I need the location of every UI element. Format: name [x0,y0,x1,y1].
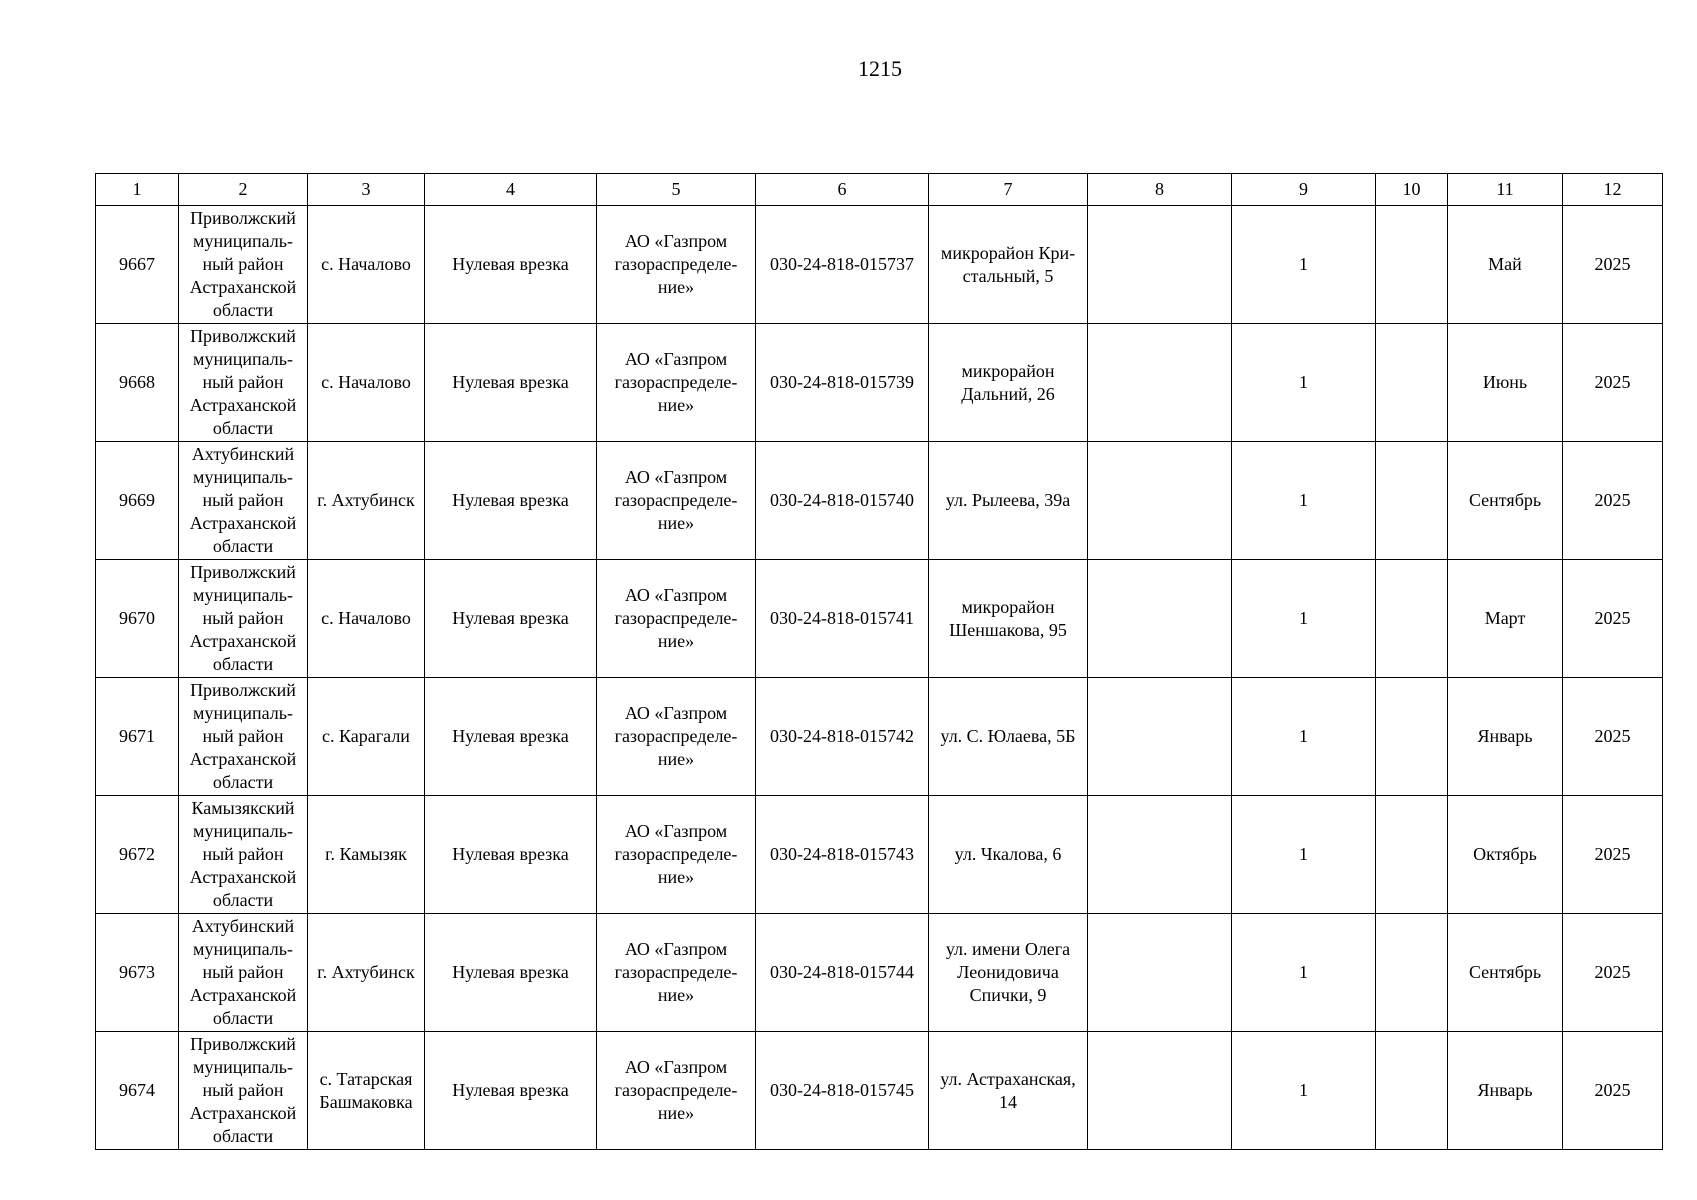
cell-month: Сентябрь [1448,442,1563,560]
cell-month: Октябрь [1448,796,1563,914]
cell-code: 030-24-818-015745 [756,1032,929,1150]
cell-organization: АО «Газпром газораспределе- ние» [597,324,756,442]
cell-col8 [1088,678,1232,796]
table-row [96,206,1663,324]
table-header [96,174,1663,206]
cell-col8 [1088,324,1232,442]
header-row [96,174,1663,206]
cell-quantity: 1 [1232,796,1376,914]
cell-district: Приволжский муниципаль- ный район Астраханской области [179,206,308,324]
cell-month: Сентябрь [1448,914,1563,1032]
cell-address: ул. Рылеева, 39а [929,442,1088,560]
cell-organization: АО «Газпром газораспределе- ние» [597,796,756,914]
header-cell-4: 4 [425,174,597,206]
header-cell-9: 9 [1232,174,1376,206]
cell-col8 [1088,442,1232,560]
cell-quantity: 1 [1232,678,1376,796]
cell-locality: г. Ахтубинск [308,442,425,560]
cell-month: Март [1448,560,1563,678]
header-cell-1: 1 [96,174,179,206]
cell-num: 9670 [96,560,179,678]
cell-year: 2025 [1563,442,1663,560]
cell-col8 [1088,914,1232,1032]
cell-work-type: Нулевая врезка [425,324,597,442]
cell-organization: АО «Газпром газораспределе- ние» [597,206,756,324]
cell-work-type: Нулевая врезка [425,442,597,560]
cell-year: 2025 [1563,324,1663,442]
cell-code: 030-24-818-015739 [756,324,929,442]
header-cell-6: 6 [756,174,929,206]
cell-locality: г. Ахтубинск [308,914,425,1032]
cell-district: Камызякский муниципаль- ный район Астраханской области [179,796,308,914]
cell-col10 [1376,914,1448,1032]
header-cell-12: 12 [1563,174,1663,206]
cell-district: Ахтубинский муниципаль- ный район Астраханской области [179,442,308,560]
cell-quantity: 1 [1232,442,1376,560]
cell-quantity: 1 [1232,1032,1376,1150]
table-row [96,560,1663,678]
data-table [95,173,1663,1150]
cell-col10 [1376,796,1448,914]
cell-year: 2025 [1563,560,1663,678]
cell-locality: с. Карагали [308,678,425,796]
cell-locality: с. Началово [308,324,425,442]
cell-col8 [1088,796,1232,914]
cell-address: микрорайон Дальний, 26 [929,324,1088,442]
cell-num: 9667 [96,206,179,324]
table-row [96,914,1663,1032]
cell-num: 9669 [96,442,179,560]
cell-num: 9674 [96,1032,179,1150]
cell-month: Январь [1448,678,1563,796]
cell-num: 9673 [96,914,179,1032]
table-row [96,324,1663,442]
cell-num: 9668 [96,324,179,442]
cell-organization: АО «Газпром газораспределе- ние» [597,1032,756,1150]
cell-col10 [1376,324,1448,442]
table-row [96,678,1663,796]
table-row [96,442,1663,560]
cell-col10 [1376,1032,1448,1150]
table-row [96,796,1663,914]
cell-district: Приволжский муниципаль- ный район Астраханской области [179,678,308,796]
cell-work-type: Нулевая врезка [425,796,597,914]
cell-organization: АО «Газпром газораспределе- ние» [597,442,756,560]
cell-month: Май [1448,206,1563,324]
cell-organization: АО «Газпром газораспределе- ние» [597,678,756,796]
cell-year: 2025 [1563,796,1663,914]
cell-col10 [1376,560,1448,678]
cell-locality: с. Татарская Башмаковка [308,1032,425,1150]
cell-col10 [1376,442,1448,560]
cell-organization: АО «Газпром газораспределе- ние» [597,560,756,678]
header-cell-10: 10 [1376,174,1448,206]
cell-num: 9672 [96,796,179,914]
cell-col10 [1376,678,1448,796]
table-row [96,1032,1663,1150]
cell-district: Приволжский муниципаль- ный район Астраханской области [179,324,308,442]
page-number: 1215 [858,56,902,81]
cell-col8 [1088,560,1232,678]
cell-address: микрорайон Кри- стальный, 5 [929,206,1088,324]
cell-address: ул. Чкалова, 6 [929,796,1088,914]
cell-code: 030-24-818-015737 [756,206,929,324]
cell-code: 030-24-818-015743 [756,796,929,914]
cell-work-type: Нулевая врезка [425,1032,597,1150]
cell-work-type: Нулевая врезка [425,560,597,678]
cell-month: Июнь [1448,324,1563,442]
cell-year: 2025 [1563,1032,1663,1150]
header-cell-3: 3 [308,174,425,206]
cell-year: 2025 [1563,678,1663,796]
header-cell-7: 7 [929,174,1088,206]
cell-district: Приволжский муниципаль- ный район Астраханской области [179,560,308,678]
cell-col8 [1088,1032,1232,1150]
cell-address: ул. имени Олега Леонидовича Спички, 9 [929,914,1088,1032]
cell-locality: с. Началово [308,206,425,324]
cell-code: 030-24-818-015740 [756,442,929,560]
header-cell-11: 11 [1448,174,1563,206]
cell-address: ул. Астраханская, 14 [929,1032,1088,1150]
cell-code: 030-24-818-015744 [756,914,929,1032]
cell-code: 030-24-818-015742 [756,678,929,796]
cell-district: Приволжский муниципаль- ный район Астраханской области [179,1032,308,1150]
cell-work-type: Нулевая врезка [425,206,597,324]
cell-quantity: 1 [1232,560,1376,678]
cell-col8 [1088,206,1232,324]
header-cell-2: 2 [179,174,308,206]
cell-locality: с. Началово [308,560,425,678]
cell-organization: АО «Газпром газораспределе- ние» [597,914,756,1032]
header-cell-5: 5 [597,174,756,206]
cell-address: микрорайон Шеншакова, 95 [929,560,1088,678]
table-body [96,206,1663,1150]
cell-num: 9671 [96,678,179,796]
cell-district: Ахтубинский муниципаль- ный район Астраханской области [179,914,308,1032]
cell-work-type: Нулевая врезка [425,914,597,1032]
header-cell-8: 8 [1088,174,1232,206]
cell-quantity: 1 [1232,206,1376,324]
cell-locality: г. Камызяк [308,796,425,914]
cell-address: ул. С. Юлаева, 5Б [929,678,1088,796]
cell-quantity: 1 [1232,324,1376,442]
cell-code: 030-24-818-015741 [756,560,929,678]
cell-year: 2025 [1563,914,1663,1032]
cell-month: Январь [1448,1032,1563,1150]
cell-col10 [1376,206,1448,324]
cell-quantity: 1 [1232,914,1376,1032]
cell-year: 2025 [1563,206,1663,324]
cell-work-type: Нулевая врезка [425,678,597,796]
